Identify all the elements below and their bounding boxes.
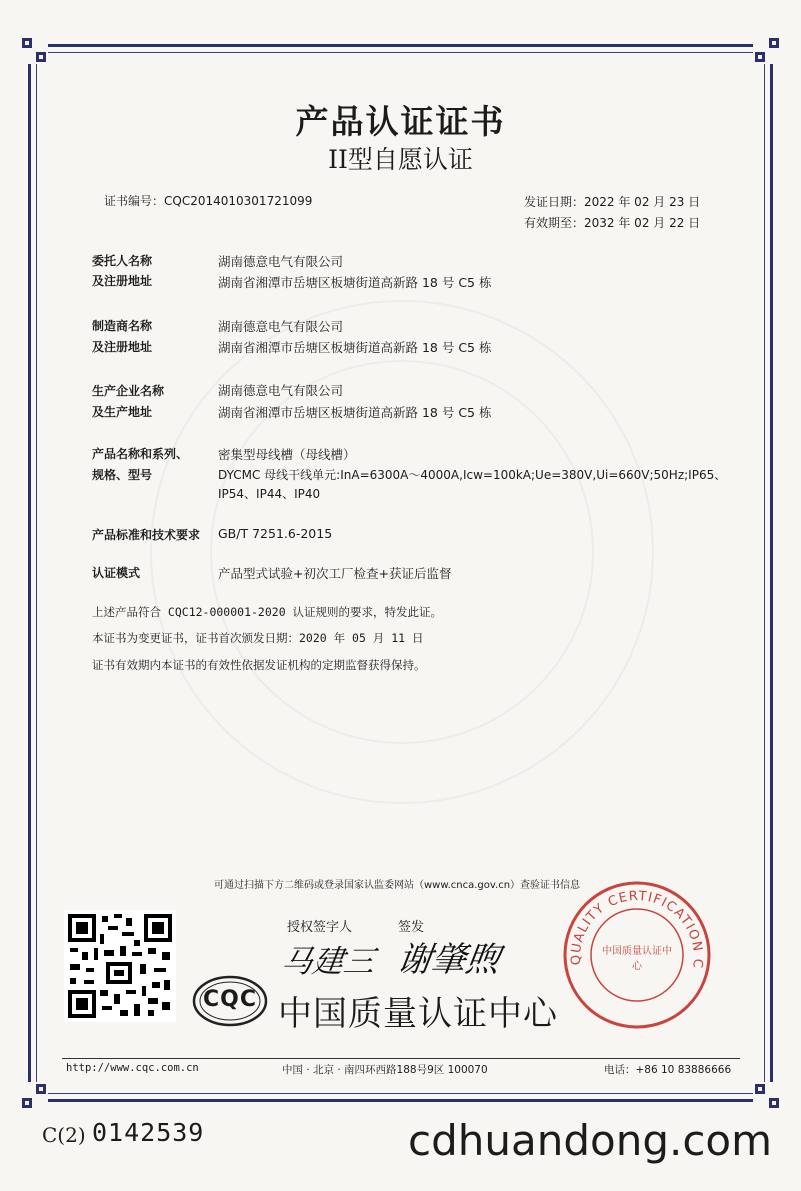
watermark-website: cdhuandong.com	[404, 1116, 776, 1165]
expire-date	[524, 214, 700, 231]
cqc-logo	[192, 975, 268, 1027]
product-spec-line-1: DYCMC 母线干线单元:InA=6300A～4000A,Icw=100kA;Ue=380V,Ui=660V;50Hz;IP65、	[218, 468, 727, 482]
verify-instruction: 可通过扫描下方二维码或登录国家认监委网站（www.cnca.gov.cn）查验证书信息	[214, 880, 581, 891]
maker-label-2: 及注册地址	[92, 340, 153, 354]
note-line-2: 本证书为变更证书，证书首次颁发日期：2020 年 05 月 11 日	[92, 631, 424, 645]
standard-value: GB/T 7251.6-2015	[218, 526, 333, 541]
client-label-2: 及注册地址	[92, 274, 153, 288]
corner-ornament-br	[753, 1082, 779, 1108]
expire-date-value: 2032 年 02 月 22 日	[584, 216, 701, 230]
cert-number-value: CQC2014010301721099	[164, 194, 313, 208]
mode-label: 认证模式	[92, 566, 141, 580]
client-label-1: 委托人名称	[92, 254, 153, 268]
note-line-3: 证书有效期内本证书的有效性依据发证机构的定期监督获得保持。	[92, 658, 426, 672]
footer-website[interactable]: http://www.cqc.com.cn	[66, 1062, 199, 1074]
cert-number-label: 证书编号：	[104, 194, 165, 208]
maker-name: 湖南德意电气有限公司	[218, 319, 344, 334]
product-name: 密集型母线槽（母线槽）	[218, 447, 356, 462]
client-address: 湖南省湘潭市岳塘区板塘街道高新路 18 号 C5 栋	[218, 275, 492, 290]
signature-2: 谢肇煦	[394, 940, 503, 980]
factory-label-2: 及生产地址	[92, 405, 153, 419]
expire-date-label: 有效期至：	[524, 216, 585, 230]
standard-label: 产品标准和技术要求	[92, 528, 201, 542]
issuer-label: 签发	[398, 920, 425, 935]
signatory-label: 授权签字人	[287, 920, 353, 935]
footer-divider	[62, 1058, 740, 1059]
cqc-logo-text: CQC	[203, 987, 257, 1012]
client-name: 湖南德意电气有限公司	[218, 254, 344, 269]
product-spec-line-2: IP54、IP44、IP40	[218, 487, 321, 501]
seal-outer-text: QUALITY CERTIFICATION C	[568, 888, 706, 970]
corner-ornament-bl	[22, 1082, 48, 1108]
serial-number: 0142539	[92, 1118, 205, 1147]
issue-date-value: 2022 年 02 月 23 日	[584, 195, 701, 209]
official-seal	[562, 880, 712, 1030]
signature-1: 马建三	[278, 944, 378, 980]
footer-phone: 电话：+86 10 83886666	[604, 1064, 732, 1076]
factory-name: 湖南德意电气有限公司	[218, 383, 344, 398]
factory-address: 湖南省湘潭市岳塘区板塘街道高新路 18 号 C5 栋	[218, 405, 492, 420]
product-label-1: 产品名称和系列、	[92, 447, 189, 461]
issuing-body-name: 中国质量认证中心	[278, 994, 558, 1034]
corner-ornament-tl	[22, 38, 48, 64]
corner-ornament-tr	[753, 38, 779, 64]
certificate-title: 产品认证证书	[295, 102, 506, 141]
issue-date	[524, 193, 700, 210]
factory-label-1: 生产企业名称	[92, 384, 165, 398]
qr-code[interactable]	[64, 910, 176, 1022]
product-label-2: 规格、型号	[92, 468, 153, 482]
note-line-1: 上述产品符合 CQC12-000001-2020 认证规则的要求，特发此证。	[92, 605, 443, 619]
certificate-subtitle: II型自愿认证	[328, 145, 473, 174]
issue-date-label: 发证日期：	[524, 195, 585, 209]
footer-address: 中国 · 北京 · 南四环西路188号9区 100070	[282, 1064, 488, 1076]
maker-label-1: 制造商名称	[92, 319, 153, 333]
cert-number	[104, 192, 312, 209]
maker-address: 湖南省湘潭市岳塘区板塘街道高新路 18 号 C5 栋	[218, 340, 492, 355]
serial-prefix: C(2)	[42, 1123, 86, 1147]
seal-inner-text: 中国质量认证中心	[602, 946, 672, 972]
mode-value: 产品型式试验+初次工厂检查+获证后监督	[218, 566, 452, 581]
